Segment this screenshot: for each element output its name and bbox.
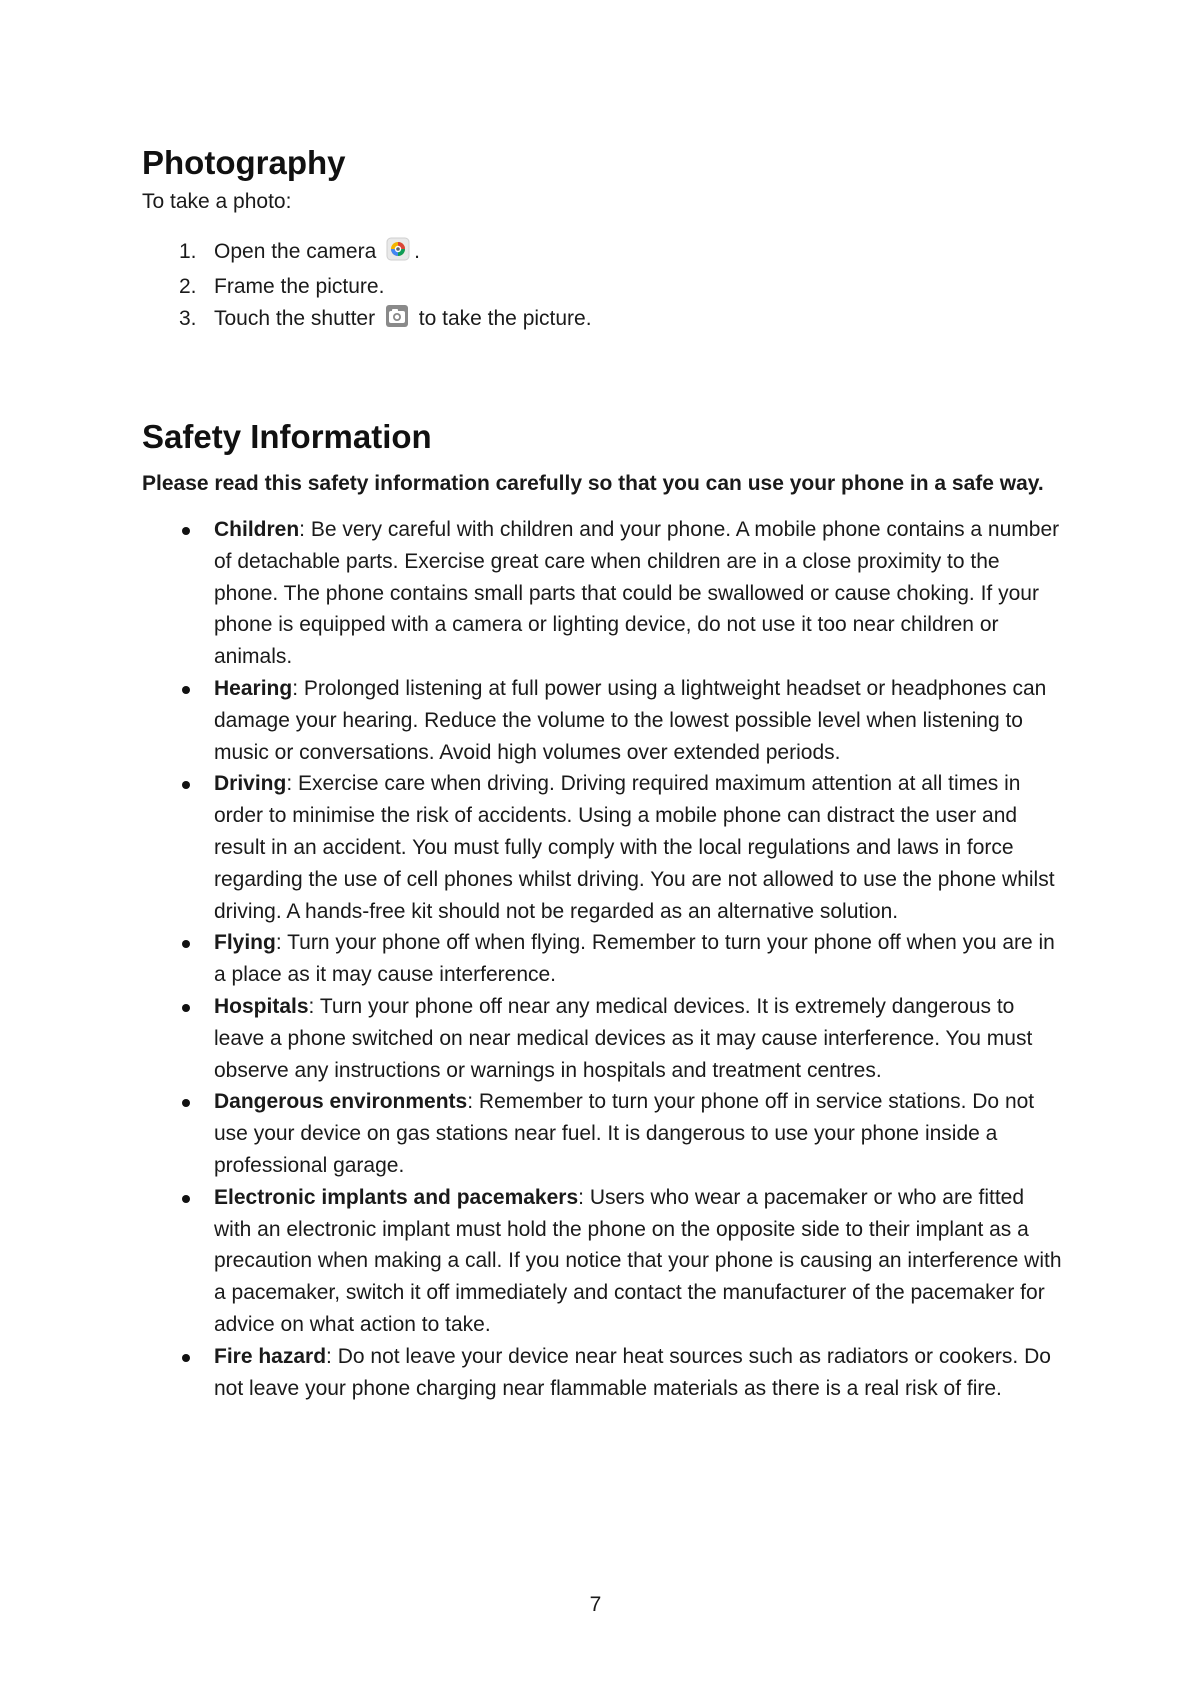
safety-term: Hearing xyxy=(214,676,293,700)
step-number: 3. xyxy=(179,307,197,330)
safety-text: : Prolonged listening at full power using a lightweight headset or headphones can damage your hearing. Reduce the volume to the lowest possible level when listening to music or conversations. Avoid high volumes over extended periods. xyxy=(214,676,1047,764)
safety-text: : Turn your phone off near any medical devices. It is extremely dangerous to leave a phone switched on near medical devices as it may cause interference. You must observe any instructions or warnings in hospitals and treatment centres. xyxy=(214,994,1033,1082)
bullet-icon xyxy=(182,781,190,789)
safety-item-driving xyxy=(142,768,1062,927)
safety-term: Driving xyxy=(214,772,287,796)
safety-section xyxy=(142,414,1062,1404)
safety-term: Children xyxy=(214,518,300,541)
photo-step xyxy=(142,303,1062,338)
photography-intro: To take a photo: xyxy=(142,190,292,213)
step-text: Open the camera xyxy=(214,240,377,263)
safety-text: : Turn your phone off when flying. Remember to turn your phone off when you are in a place as it may cause interference. xyxy=(214,931,1055,987)
safety-lead: Please read this safety information carefully so that you can use your phone in a safe way. xyxy=(142,472,1044,495)
safety-text: : Users who wear a pacemaker or who are fitted with an electronic implant must hold the phone on the opposite side to their implant as a precaution when making a call. If you notice that your phone is causing an interference with a pacemaker, switch it off immediately and contact the manufacturer of the pacemaker for advice on what action to take. xyxy=(214,1185,1062,1336)
safety-term: Fire hazard xyxy=(214,1344,327,1368)
page-number: 7 xyxy=(589,1593,602,1616)
safety-text: : Exercise care when driving. Driving required maximum attention at all times in order to minimise the risk of accidents. Using a mobile phone can distract the user and result in an accident. You must fully comply with the local regulations and laws in force regarding the use of cell phones whilst driving. You are not allowed to use the phone whilst driving. A hands-free kit should not be regarded as an alternative solution. xyxy=(214,772,1055,923)
step-text: Frame the picture. xyxy=(214,275,385,298)
safety-list xyxy=(142,514,1062,1404)
document-page xyxy=(142,140,1062,1404)
safety-text: : Do not leave your device near heat sources such as radiators or cookers. Do not leave your phone charging near flammable materials as there is a real risk of fire. xyxy=(214,1344,1051,1400)
step-text: Touch the shutter xyxy=(214,307,376,330)
shutter-camera-icon xyxy=(385,304,409,338)
safety-item-children xyxy=(142,514,1062,673)
step-number: 2. xyxy=(179,275,197,298)
safety-term: Hospitals xyxy=(214,994,309,1018)
photo-steps-list xyxy=(142,236,1062,338)
bullet-icon xyxy=(182,686,190,694)
bullet-icon xyxy=(182,1004,190,1012)
step-text-end: to take the picture. xyxy=(418,307,592,330)
safety-term: Dangerous environments xyxy=(214,1090,468,1114)
safety-heading: Safety Information xyxy=(142,418,432,455)
safety-text: : Remember to turn your phone off in service stations. Do not use your device on gas stations near fuel. It is dangerous to use your phone inside a professional garage. xyxy=(214,1090,1035,1177)
step-number: 1. xyxy=(179,240,197,263)
bullet-icon xyxy=(182,1195,190,1203)
safety-item-hearing xyxy=(142,673,1062,768)
safety-item-dangerous-environments xyxy=(142,1086,1062,1181)
step-text-end: . xyxy=(414,240,420,263)
bullet-icon xyxy=(182,527,190,535)
safety-item-hospitals xyxy=(142,991,1062,1086)
bullet-icon xyxy=(182,1354,190,1362)
photo-step xyxy=(142,236,1062,271)
photo-step xyxy=(142,271,1062,303)
photography-heading: Photography xyxy=(142,144,346,181)
safety-term: Flying xyxy=(214,931,276,955)
safety-text: : Be very careful with children and your phone. A mobile phone contains a number of detachable parts. Exercise great care when children are in a close proximity to the phone. The phone contains small parts that could be swallowed or cause choking. If your phone is equipped with a camera or lighting device, do not use it too near children or animals. xyxy=(214,518,1060,669)
safety-item-flying xyxy=(142,927,1062,991)
camera-app-icon xyxy=(386,237,410,271)
bullet-icon xyxy=(182,1099,190,1107)
bullet-icon xyxy=(182,940,190,948)
safety-item-fire-hazard xyxy=(142,1341,1062,1405)
safety-item-implants-pacemakers xyxy=(142,1182,1062,1341)
safety-term: Electronic implants and pacemakers xyxy=(214,1185,579,1209)
photography-section xyxy=(142,140,1062,338)
